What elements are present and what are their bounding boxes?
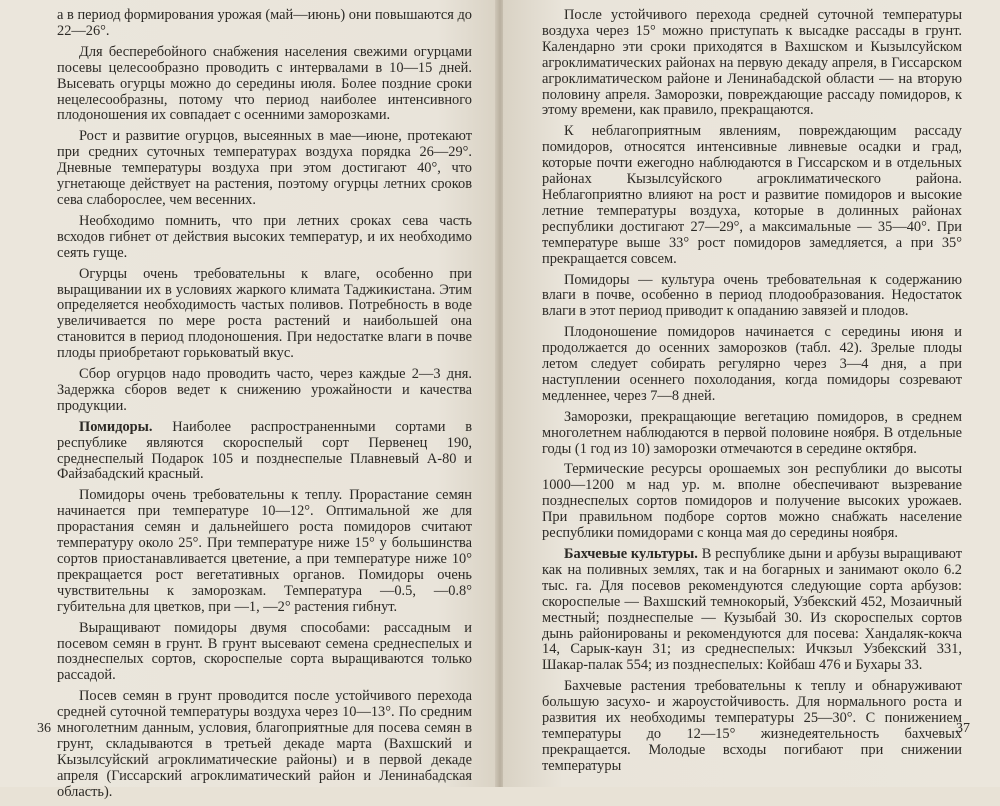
paragraph: Для бесперебойного снабжения населения свежими огурцами посевы целесообразно проводить с интервалами в 10—15 дней. Высевать огурцы можно до середины июля. Более поздние сроки нецелесообразны, потому что период наиболее интенсивного плодоношения их совпадает с осенними заморозками. bbox=[57, 43, 472, 124]
paragraph: Огурцы очень требовательны к влаге, особенно при выращивании их в условиях жаркого климата Таджикистана. Этим определяется необходимость частых поливов. Потребность в воде увеличивается по мере роста растений и наибольшей она становится в период плодоношения. При недостатке влаги в почве плоды приобретают горьковатый вкус. bbox=[57, 265, 472, 362]
paragraph: Бахчевые культуры. В республике дыни и арбузы выращивают как на поливных землях, так и на богарных и занимают около 6.2 тыс. га. Для посевов рекомендуются следующие сорта арбузов: скороспелые — Вахшский темнокорый, Узбекский 452, Мозаичный местный; позднеспелые — Кузыбай 30. Из скороспелых сортов дынь районированы и рекомендуются для посева: Хандаляк-кокча 14, Сарык-каун 31; из среднеспелых: Ичкзыл Узбекский 331, Шакар-палак 554; из позднеспелых: Койбаш 476 и Бухары 33. bbox=[542, 546, 962, 674]
paragraph: Рост и развитие огурцов, высеянных в мае—июне, протекают при средних суточных температурах воздуха порядка 26—29°. Дневные температуры воздуха при этом достигают 40°, что угнетающе действует на растения, поэтому огурцы летних сроков сева слаборослее, чем весенних. bbox=[57, 128, 472, 208]
paragraph: Необходимо помнить, что при летних сроках сева часть всходов гибнет от действия высоких температур, и их необходимо сеять гуще. bbox=[57, 212, 472, 261]
paragraph: а в период формирования урожая (май—июнь) они повышаются до 22—26°. bbox=[57, 7, 472, 39]
paragraph: Помидоры. Наиболее распространенными сортами в республике являются скороспелый сорт Первенец 190, среднеспелый Подарок 105 и позднеспелые Плавневый А-80 и Файзабадский красный. bbox=[57, 418, 472, 483]
section-heading-tomatoes: Помидоры. bbox=[79, 418, 153, 435]
paragraph: После устойчивого перехода средней суточной температуры воздуха через 15° можно приступать к высадке рассады в грунт. Календарно эти сроки приходятся в Вахшском и Кызылсуйском агроклиматических районах на первую декаду апреля, в Гиссарском агроклиматическом районе и Ленинабадской области — на вторую половину апреля. Заморозки, повреждающие рассаду помидоров, к этому времени, как правило, прекращаются. bbox=[542, 7, 962, 119]
paragraph: Выращивают помидоры двумя способами: рассадным и посевом семян в грунт. В грунт высевают семена среднеспелых и позднеспелых сортов, скороспелые сорта выращиваются только рассадой. bbox=[57, 619, 472, 684]
paragraph: Плодоношение помидоров начинается с середины июня и продолжается до осенних заморозков (табл. 42). Зрелые плоды летом следует собирать регулярно через 3—4 дня, а при наступлении осеннего похолодания, когда помидоры созревают медленнее, через 7—8 дней. bbox=[542, 324, 962, 404]
paragraph: Заморозки, прекращающие вегетацию помидоров, в среднем многолетнем наблюдаются в первой половине ноября. В отдельные годы (1 год из 10) заморозки отмечаются в середине октября. bbox=[542, 408, 962, 457]
paragraph: Термические ресурсы орошаемых зон республики до высоты 1000—1200 м над ур. м. вполне обеспечивают вызревание позднеспелых сортов помидоров и получение высоких урожаев. При правильном подборе сортов можно снабжать население республики помидорами с конца мая до середины ноября. bbox=[542, 461, 962, 542]
left-page bbox=[0, 0, 497, 800]
left-page-text bbox=[57, 8, 472, 806]
paragraph: Сбор огурцов надо проводить часто, через каждые 2—3 дня. Задержка сборов ведет к снижению урожайности и качества продукции. bbox=[57, 366, 472, 414]
paragraph: К неблагоприятным явлениям, повреждающим рассаду помидоров, относятся интенсивные ливневые осадки и град, которые почти ежегодно наблюдаются в Гиссарском и в отдельных районах Кызылсуйского агроклиматического района. Неблагоприятно влияют на рост и развитие помидоров и высокие летние температуры воздуха, которые в долинных районах республики достигают 27—29°, а максимальные — 35—40°. При температуре выше 33° рост помидоров замедляется, а при 35° прекращается совсем. bbox=[542, 123, 962, 267]
right-page-text bbox=[542, 8, 962, 780]
paragraph: Помидоры очень требовательны к теплу. Прорастание семян начинается при температуре 10—12°. Оптимальной же для прорастания семян и дальнейшего роста помидоров считают температуру около 25°. При температуре ниже 15° у большинства сортов приостанавливается цветение, а при температуре ниже 10° прекращается рост вегетативных органов. Помидоры очень чувствительны к заморозкам. Температура —0.5, —0.8° губительна для цветков, при —1, —2° растения гибнут. bbox=[57, 487, 472, 615]
paragraph: Посев семян в грунт проводится после устойчивого перехода средней суточной температуры воздуха через 10—13°. По средним многолетним данным, условия, благоприятные для посева семян в грунт, складываются в третьей декаде марта (Вахшский и Кызылсуйский агроклиматические районы) и в первой декаде апреля (Гиссарский агроклиматический район и Ленинабадская область). bbox=[57, 688, 472, 800]
page-number-left: 36 bbox=[37, 721, 51, 736]
page-number-right: 37 bbox=[956, 721, 970, 736]
section-heading-melons: Бахчевые культуры. bbox=[564, 546, 698, 562]
paragraph: Помидоры — культура очень требовательная к содержанию влаги в почве, особенно в период плодообразования. Недостаток влаги в этот период приводит к опаданию завязей и плодов. bbox=[542, 271, 962, 320]
paragraph: Бахчевые растения требовательны к теплу и обнаруживают большую засухо- и жароустойчивость. Для нормального роста и развития их необходимы температуры 25—30°. С понижением температуры до 12—15° жизнедеятельность бахчевых прекращается. Молодые всходы погибают при снижении температуры bbox=[542, 678, 962, 774]
right-page bbox=[503, 0, 1000, 787]
